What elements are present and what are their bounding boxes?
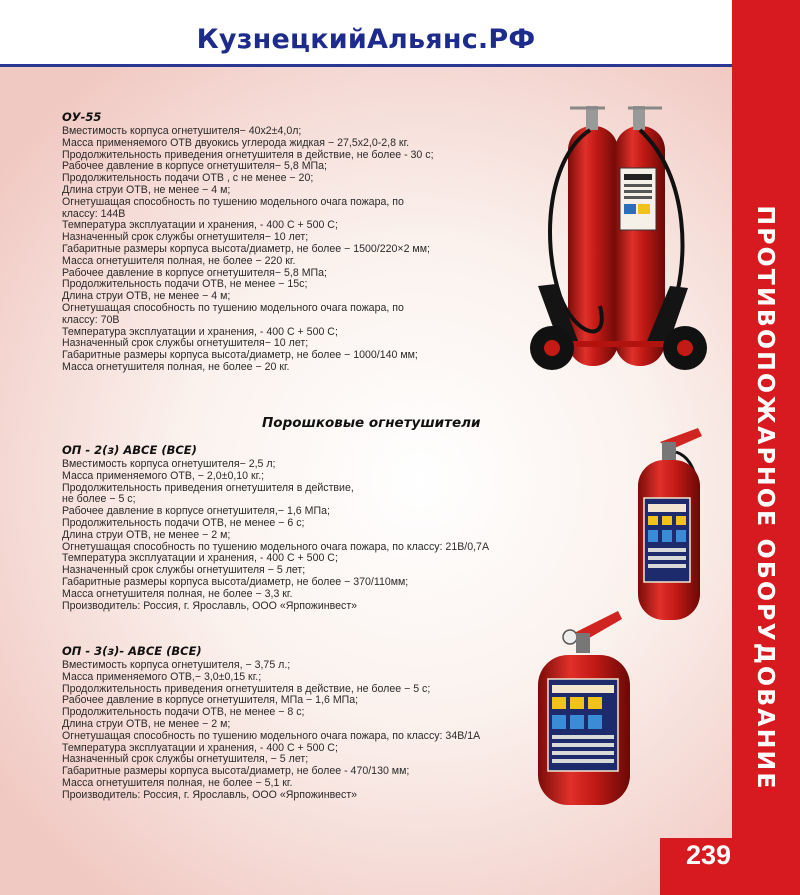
spec-line: Назначенный срок службы огнетушителя− 10 лет; — [62, 231, 309, 244]
product-title: ОУ-55 — [62, 110, 102, 124]
spec-line: Температура эксплуатации и хранения, - 400 С + 500 С; — [62, 741, 338, 754]
spec-line: Продолжительность приведения огнетушителя в действие, не более − 5 с; — [62, 682, 431, 695]
spec-line: Рабочее давление в корпусе огнетушителя, МПа − 1,6 МПа; — [62, 694, 359, 707]
op3-extinguisher-image — [530, 605, 640, 815]
spec-line: Рабочее давление в корпусе огнетушителя− 5,8 МПа; — [62, 266, 327, 279]
product-title: ОП - 2(з) АВСЕ (ВСЕ) — [62, 443, 197, 457]
ou55-extinguisher-image — [520, 96, 720, 386]
site-title: КузнецкийАльянс.РФ — [196, 24, 536, 55]
spec-line: Температура эксплуатации и хранения, - 400 С + 500 С; — [62, 552, 338, 565]
spec-line: Продолжительность приведения огнетушителя в действие, — [62, 481, 354, 494]
side-title-text: ПРОТИВОПОЖАРНОЕ ОБОРУДОВАНИЕ — [752, 205, 780, 791]
spec-line: Длина струи ОТВ, не менее − 2 м; — [62, 717, 231, 730]
product-op3 — [62, 645, 480, 802]
spec-line: Назначенный срок службы огнетушителя, − 5 лет; — [62, 753, 309, 766]
product-ou55 — [62, 111, 434, 374]
product-op2 — [62, 444, 489, 612]
product-specs — [62, 459, 489, 612]
spec-line: Габаритные размеры корпуса высота/диаметр, не более - 470/130 мм; — [62, 765, 410, 778]
spec-line: Продолжительность приведения огнетушителя в действие, не более - 30 с; — [62, 148, 434, 161]
spec-line: Масса огнетушителя полная, не более − 20 кг. — [62, 360, 290, 373]
spec-line: Габаритные размеры корпуса высота/диаметр, не более − 1000/140 мм; — [62, 349, 418, 362]
spec-line: не более − 5 с; — [62, 493, 136, 506]
spec-line: Продолжительность подачи ОТВ, не менее − 8 с; — [62, 706, 305, 719]
spec-line: Масса применяемого ОТВ двуокись углерода жидкая − 27,5х2,0-2,8 кг. — [62, 136, 410, 149]
spec-line: Температура эксплуатации и хранения, - 400 С + 500 С; — [62, 325, 338, 338]
spec-line: Огнетушащая способность по тушению модельного очага пожара, по — [62, 301, 404, 314]
header-divider — [0, 64, 732, 67]
spec-line: Производитель: Россия, г. Ярославль, ООО «Ярпожинвест» — [62, 788, 358, 801]
page-header — [0, 0, 732, 66]
spec-line: классу: 70В — [62, 313, 120, 326]
spec-line: Температура эксплуатации и хранения, - 400 С + 500 С; — [62, 219, 338, 232]
spec-line: Длина струи ОТВ, не менее − 4 м; — [62, 183, 231, 196]
spec-line: Огнетушащая способность по тушению модельного очага пожара, по классу: 21В/0,7А — [62, 540, 490, 553]
spec-line: Продолжительность подачи ОТВ, не менее − 15с; — [62, 278, 308, 291]
product-specs — [62, 126, 434, 374]
product-title: ОП - 3(з)- АВСЕ (ВСЕ) — [62, 644, 202, 658]
spec-line: Рабочее давление в корпусе огнетушителя,− 1,6 МПа; — [62, 505, 330, 518]
spec-line: Вместимость корпуса огнетушителя, − 3,75 л.; — [62, 659, 291, 671]
spec-line: Назначенный срок службы огнетушителя− 10 лет; — [62, 337, 309, 350]
spec-line: Масса применяемого ОТВ, − 2,0±0,10 кг.; — [62, 469, 265, 482]
page-number: 239 — [686, 840, 732, 870]
spec-line: Огнетушащая способность по тушению модельного очага пожара, по — [62, 195, 404, 208]
spec-line: Вместимость корпуса огнетушителя− 40х2±4,0л; — [62, 125, 302, 137]
spec-line: Масса огнетушителя полная, не более − 3,3 кг. — [62, 587, 293, 600]
section-title: Порошковые огнетушители — [262, 415, 481, 431]
spec-line: Масса огнетушителя полная, не более − 220 кг. — [62, 254, 296, 267]
spec-line: Габаритные размеры корпуса высота/диаметр, не более − 1500/220×2 мм; — [62, 242, 430, 255]
spec-line: Вместимость корпуса огнетушителя− 2,5 л; — [62, 458, 276, 470]
spec-line: Длина струи ОТВ, не менее − 2 м; — [62, 528, 231, 541]
spec-line: Рабочее давление в корпусе огнетушителя− 5,8 МПа; — [62, 160, 327, 173]
spec-line: классу: 144В — [62, 207, 126, 220]
op2-extinguisher-image — [620, 420, 720, 630]
spec-line: Продолжительность подачи ОТВ, не менее − 6 с; — [62, 516, 305, 529]
spec-line: Масса применяемого ОТВ,− 3,0±0,15 кг.; — [62, 670, 262, 683]
product-specs — [62, 660, 480, 802]
spec-line: Продолжительность подачи ОТВ , с не менее − 20; — [62, 172, 314, 185]
spec-line: Длина струи ОТВ, не менее − 4 м; — [62, 290, 231, 303]
spec-line: Масса огнетушителя полная, не более − 5,1 кг. — [62, 776, 293, 789]
side-title — [732, 0, 800, 840]
spec-line: Назначенный срок службы огнетушителя − 5 лет; — [62, 564, 306, 577]
spec-line: Производитель: Россия, г. Ярославль, ООО «Ярпожинвест» — [62, 599, 358, 612]
spec-line: Габаритные размеры корпуса высота/диаметр, не более − 370/110мм; — [62, 575, 409, 588]
spec-line: Огнетушащая способность по тушению модельного очага пожара, по классу: 34В/1А — [62, 729, 481, 742]
